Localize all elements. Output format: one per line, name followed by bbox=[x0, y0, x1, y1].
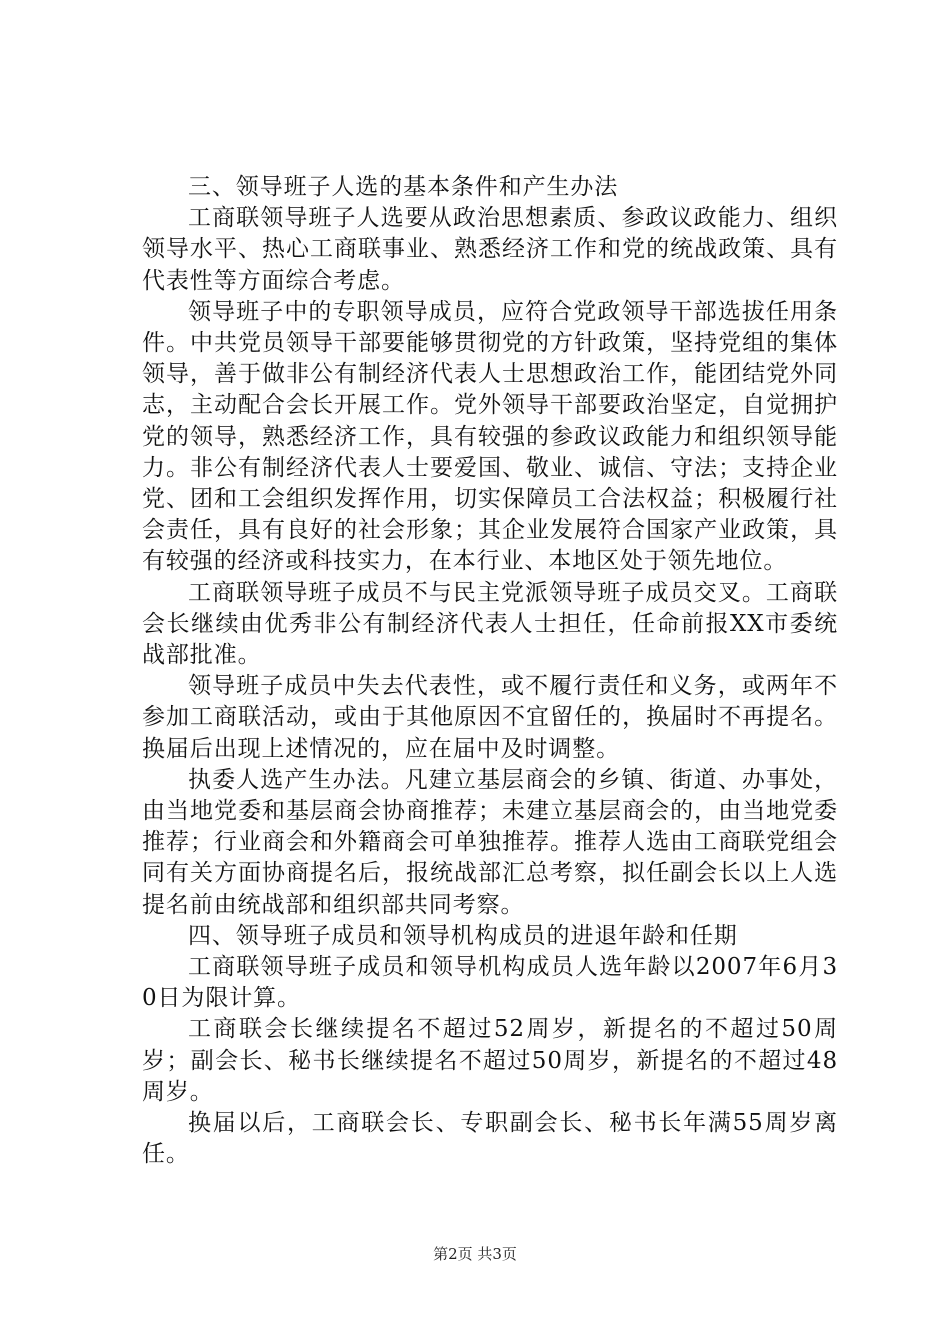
paragraph: 工商联领导班子成员不与民主党派领导班子成员交叉。工商联会长继续由优秀非公有制经济代表人士担任，任命前报XX市委统战部批准。 bbox=[142, 579, 838, 669]
paragraph: 执委人选产生办法。凡建立基层商会的乡镇、街道、办事处，由当地党委和基层商会协商推荐；未建立基层商会的，由当地党委推荐；行业商会和外籍商会可单独推荐。推荐人选由工商联党组会同有关方面协商提名后，报统战部汇总考察，拟任副会长以上人选提名前由统战部和组织部共同考察。 bbox=[142, 766, 838, 918]
document-body bbox=[142, 172, 838, 1171]
paragraph: 工商联会长继续提名不超过52周岁，新提名的不超过50周岁；副会长、秘书长继续提名不超过50周岁，新提名的不超过48周岁。 bbox=[142, 1016, 838, 1105]
paragraph: 工商联领导班子成员和领导机构成员人选年龄以2007年6月30日为限计算。 bbox=[142, 954, 838, 1012]
paragraph: 工商联领导班子人选要从政治思想素质、参政议政能力、组织领导水平、热心工商联事业、熟悉经济工作和党的统战政策、具有代表性等方面综合考虑。 bbox=[142, 205, 838, 294]
paragraph: 换届以后，工商联会长、专职副会长、秘书长年满55周岁离任。 bbox=[142, 1110, 838, 1168]
page-number-footer: 第2页 共3页 bbox=[433, 1245, 517, 1263]
paragraph: 领导班子中的专职领导成员，应符合党政领导干部选拔任用条件。中共党员领导干部要能够贯彻党的方针政策，坚持党组的集体领导，善于做非公有制经济代表人士思想政治工作，能团结党外同志，主动配合会长开展工作。党外领导干部要政治坚定，自觉拥护党的领导，熟悉经济工作，具有较强的参政议政能力和组织领导能力。非公有制经济代表人士要爱国、敬业、诚信、守法；支持企业党、团和工会组织发挥作用，切实保障员工合法权益；积极履行社会责任，具有良好的社会形象；其企业发展符合国家产业政策，具有较强的经济或科技实力，在本行业、本地区处于领先地位。 bbox=[142, 298, 838, 575]
section-heading-3: 三、领导班子人选的基本条件和产生办法 bbox=[188, 174, 619, 200]
paragraph: 领导班子成员中失去代表性，或不履行责任和义务，或两年不参加工商联活动，或由于其他原因不宜留任的，换届时不再提名。换届后出现上述情况的，应在届中及时调整。 bbox=[142, 673, 838, 762]
section-heading-4: 四、领导班子成员和领导机构成员的进退年龄和任期 bbox=[188, 922, 738, 949]
